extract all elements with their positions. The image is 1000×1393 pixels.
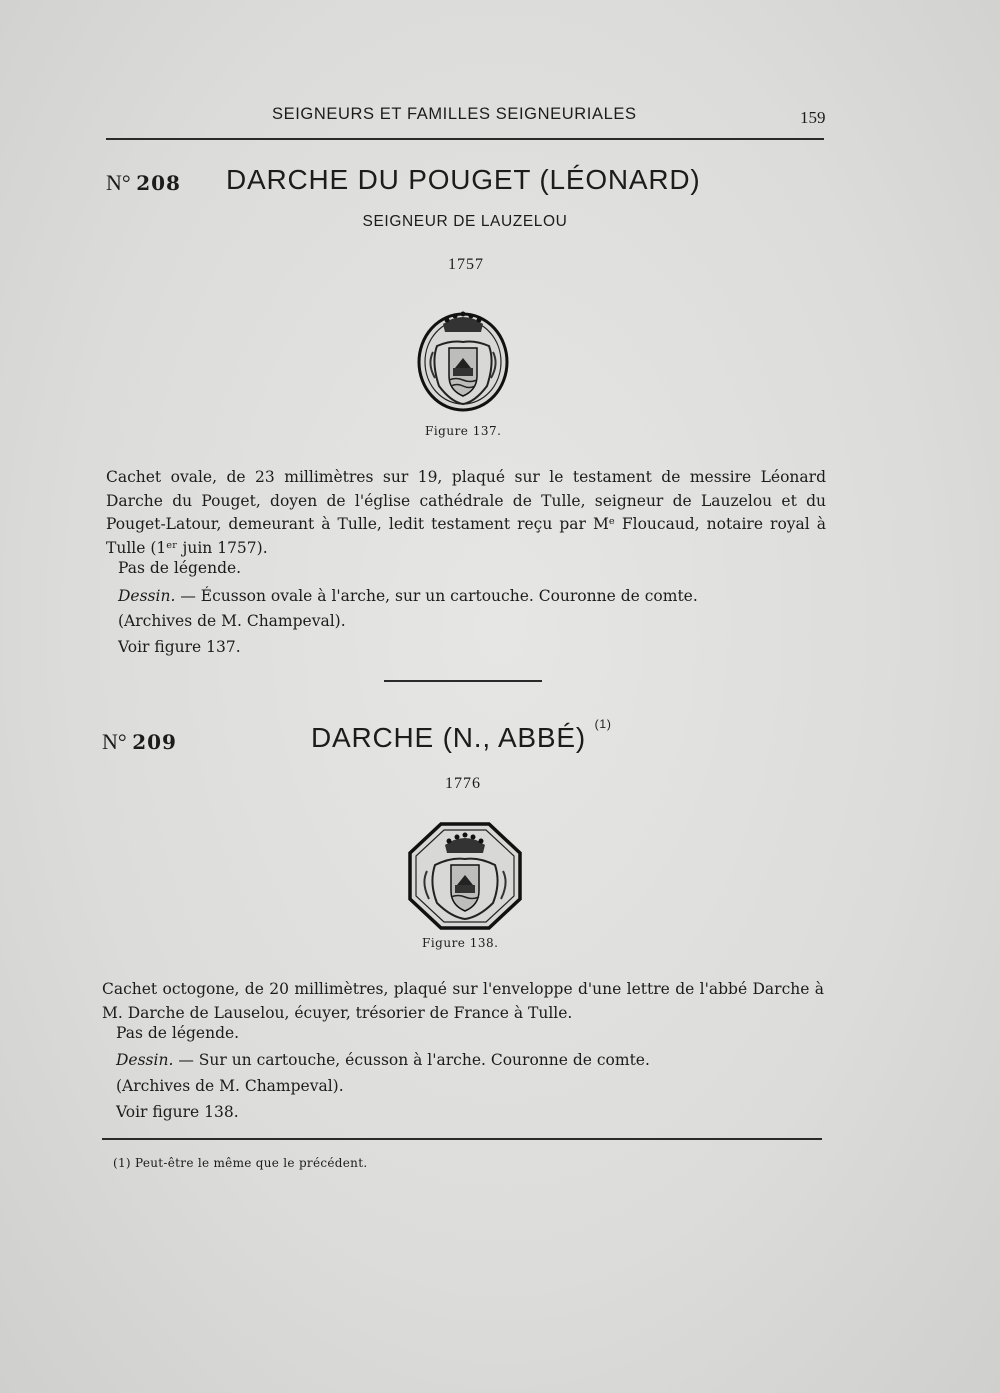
dessin-label: Dessin. bbox=[118, 587, 176, 605]
section-divider bbox=[384, 680, 542, 682]
archives-note: (Archives de M. Champeval). bbox=[116, 1077, 344, 1095]
entry-description: Cachet ovale, de 23 millimètres sur 19, plaqué sur le testament de messire Léonard Darche du Pouget, doyen de l'église cathédrale de Tulle, seigneur de Lauzelou et du Pouget-Latour, demeurant à Tulle, ledit testament reçu par Mᵉ Floucaud, notaire royal à Tulle (1ᵉʳ juin 1757). bbox=[106, 468, 826, 557]
dessin-line bbox=[118, 587, 698, 605]
header-rule bbox=[106, 138, 824, 140]
page-number: 159 bbox=[800, 108, 826, 127]
entry-subtitle: SEIGNEUR DE LAUZELOU bbox=[362, 213, 568, 230]
dessin-label: Dessin. bbox=[116, 1051, 174, 1069]
entry-number: N° 209 bbox=[102, 729, 177, 754]
dessin-text: — Sur un cartouche, écusson à l'arche. Couronne de comte. bbox=[178, 1051, 650, 1069]
footnote: (1) Peut-être le même que le précédent. bbox=[113, 1156, 368, 1170]
figure-caption: Figure 138. bbox=[422, 936, 499, 950]
footnote-rule bbox=[102, 1138, 822, 1140]
legend-note: Pas de légende. bbox=[116, 1024, 240, 1042]
running-header bbox=[0, 105, 1000, 131]
footnote-marker: (1) bbox=[594, 717, 612, 731]
dessin-line bbox=[116, 1051, 650, 1069]
oval-seal-icon bbox=[413, 302, 513, 414]
archives-note: (Archives de M. Champeval). bbox=[118, 612, 346, 630]
entry-title: DARCHE (N., ABBÉ) $^{(1)}$ bbox=[311, 717, 612, 753]
entry-year: 1776 bbox=[445, 775, 481, 792]
figure-reference: Voir figure 138. bbox=[116, 1103, 239, 1121]
octagonal-seal-icon bbox=[407, 821, 523, 931]
running-title: SEIGNEURS ET FAMILLES SEIGNEURIALES bbox=[272, 105, 637, 123]
legend-note: Pas de légende. bbox=[118, 559, 242, 577]
entry-title: DARCHE DU POUGET (LÉONARD) bbox=[226, 164, 701, 195]
entry-description: Cachet octogone, de 20 millimètres, plaqué sur l'enveloppe d'une lettre de l'abbé Darche à M. Darche de Lauselou, écuyer, trésorier de France à Tulle. bbox=[102, 980, 824, 1022]
entry-year: 1757 bbox=[448, 256, 484, 273]
dessin-text: — Écusson ovale à l'arche, sur un cartouche. Couronne de comte. bbox=[180, 587, 698, 605]
figure-reference: Voir figure 137. bbox=[118, 638, 241, 656]
entry-number: N° 208 bbox=[106, 170, 181, 195]
figure-caption: Figure 137. bbox=[425, 424, 502, 438]
